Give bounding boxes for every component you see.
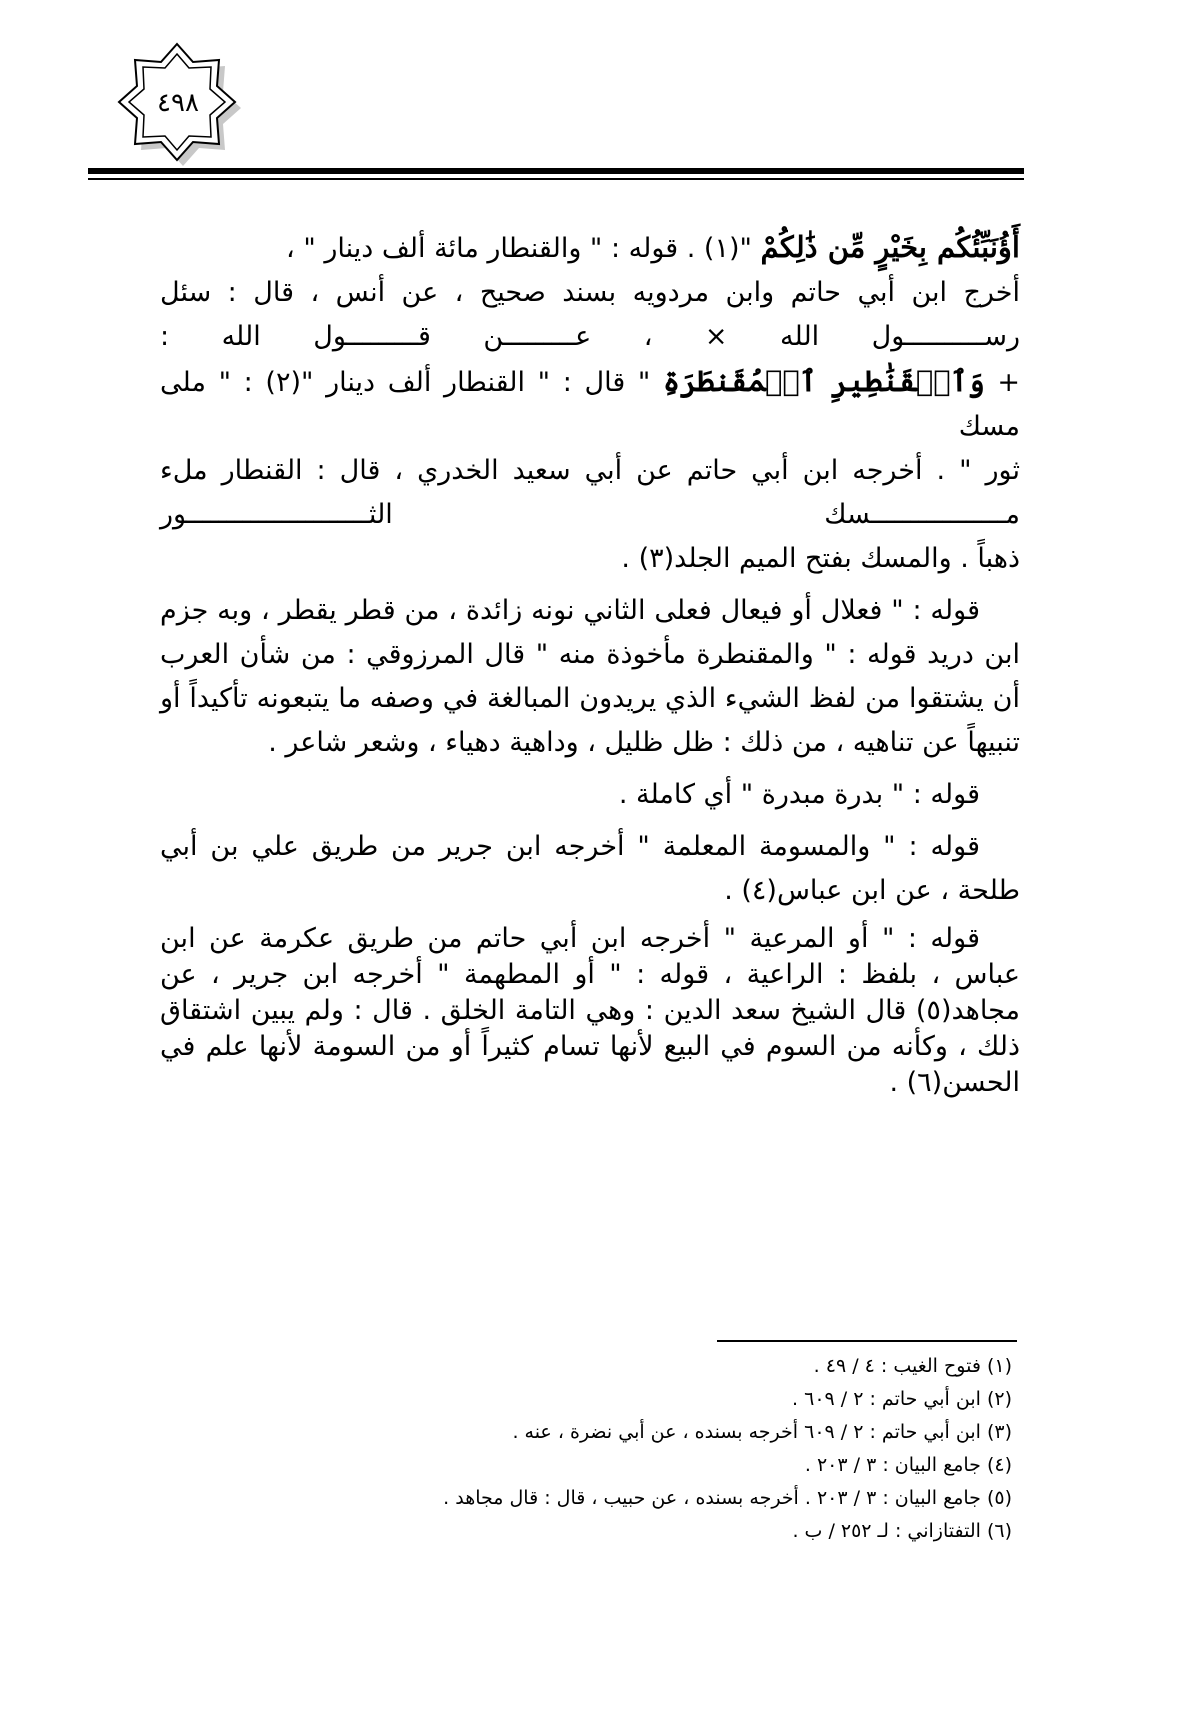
paragraph-1-line7: ذهباً . والمسك بفتح الميم الجلد(٣) . bbox=[621, 543, 1020, 574]
footnote-rule bbox=[717, 1340, 1017, 1342]
page-number: ٤٩٨ bbox=[157, 88, 199, 118]
paragraph-1-line3: رســــــــــول الله × ، عـــــــــن قـــــــــول الله : bbox=[160, 321, 1020, 352]
footnote-1: (١) فتوح الغيب : ٤ / ٤٩ . bbox=[813, 1355, 1012, 1377]
header-rule bbox=[88, 168, 1024, 174]
footnote-3: (٣) ابن أبي حاتم : ٢ / ٦٠٩ أخرجه بسنده ، عن أبي نضرة ، عنه . bbox=[512, 1421, 1012, 1443]
paragraph-1-line4-text: " قال : " القنطار ألف دينار "(٢) : " ملى مسك bbox=[160, 367, 1020, 442]
main-text bbox=[160, 225, 1020, 1109]
paragraph-1-line1: "(١) . قوله : " والقنطار مائة ألف دينار " ، bbox=[286, 233, 761, 264]
plus-mark: + bbox=[984, 367, 1020, 398]
paragraph-3: قوله : " بدرة مبدرة " أي كاملة . bbox=[618, 779, 980, 810]
quran-quote-2: وَٱلۡقَنَٰطِيرِ ٱلۡمُقَنطَرَةِ bbox=[663, 364, 985, 398]
page-number-badge bbox=[117, 42, 247, 172]
paragraph-2: قوله : " فعلال أو فيعال فعلى الثاني نونه زائدة ، من قطر يقطر ، وبه جزم ابن دريد قوله : " والمقنطرة مأخوذة منه " قال المرزوقي : من شأن العرب أن يشتقوا من لفظ الشيء الذي يريدون المبالغة في وصفه ما يتبعونه تأكيداً أو تنبيهاً عن تناهيه ، من ذلك : ظل ظليل ، وداهية دهياء ، وشعر شاعر . bbox=[160, 595, 1020, 758]
paragraph-5: قوله : " أو المرعية " أخرجه ابن أبي حاتم من طريق عكرمة عن ابن عباس ، بلفظ : الراعية ، قوله : " أو المطهمة " أخرجه ابن جرير ، عن مجاهد(٥) قال الشيخ سعد الدين : وهي التامة الخلق . قال : ولم يبين اشتقاق ذلك ، وكأنه من السوم في البيع لأنها تسام كثيراً أو من السومة لأنها علم في الحسن(٦) . bbox=[160, 923, 1020, 1098]
footnotes bbox=[300, 1350, 1012, 1548]
paragraph-1-line6: مـــــــــــــــــسك الثـــــــــــــــــــــــور bbox=[160, 499, 1020, 530]
quran-quote: أَؤُنَبِّئُكُم بِخَيْرٍ مِّن ذَٰلِكُمْ bbox=[760, 230, 1020, 264]
paragraph-4: قوله : " والمسومة المعلمة " أخرجه ابن جرير من طريق علي بن أبي طلحة ، عن ابن عباس(٤) . bbox=[160, 831, 1020, 906]
footnote-2: (٢) ابن أبي حاتم : ٢ / ٦٠٩ . bbox=[792, 1388, 1012, 1410]
footnote-6: (٦) التفتازاني : لـ ٢٥٢ / ب . bbox=[792, 1520, 1012, 1542]
footnote-5: (٥) جامع البيان : ٣ / ٢٠٣ . أخرجه بسنده ، عن حبيب ، قال : قال مجاهد . bbox=[443, 1487, 1012, 1509]
paragraph-1 bbox=[160, 225, 1020, 581]
paragraph-1-line5: ثور " . أخرجه ابن أبي حاتم عن أبي سعيد الخدري ، قال : القنطار ملء bbox=[160, 455, 1020, 486]
footnote-4: (٤) جامع البيان : ٣ / ٢٠٣ . bbox=[804, 1454, 1012, 1476]
paragraph-1-line2: أخرج ابن أبي حاتم وابن مردويه بسند صحيح ، عن أنس ، قال : سئل bbox=[160, 277, 1020, 308]
paragraph-1-line4 bbox=[160, 359, 1020, 449]
header-rule-thin bbox=[88, 178, 1024, 180]
